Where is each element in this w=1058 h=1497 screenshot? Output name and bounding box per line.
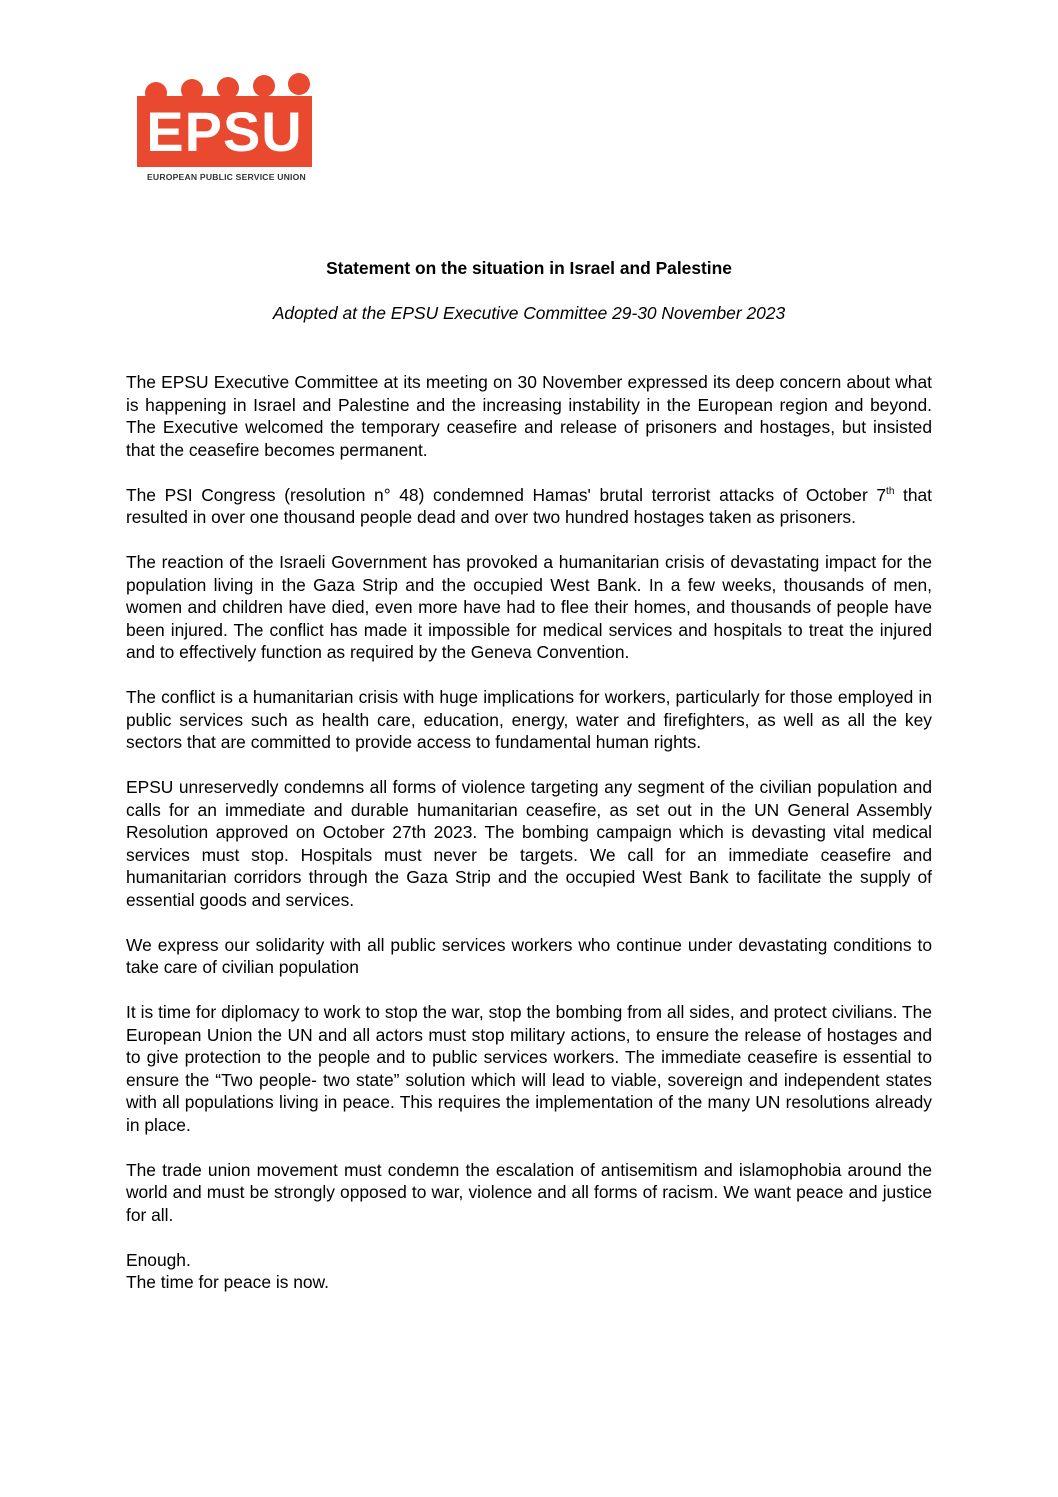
logo-dot [288,73,310,95]
closing-line: Enough. [126,1249,191,1270]
paragraph-psi [126,484,932,529]
closing-line: The time for peace is now. [126,1272,329,1292]
paragraph: It is time for diplomacy to work to stop the war, stop the bombing from all sides, and protect civilians. The European Union the UN and all actors must stop military actions, to ensure the release of hostages and to give protection to the people and to public services workers. The immediate ceasefire is essential to ensure the “Two people- two state” solution which will lead to viable, sovereign and independent states with all populations living in peace. This requires the implementation of the many UN resolutions already in place. [126,1002,932,1135]
paragraph: The trade union movement must condemn the escalation of antisemitism and islamophobia around the world and must be strongly opposed to war, violence and all forms of racism. We want peace and justice for all. [126,1159,932,1225]
epsu-logo [137,72,312,186]
document-title: Statement on the situation in Israel and Palestine [326,258,732,278]
paragraph: We express our solidarity with all public services workers who continue under devastating conditions to take care of civilian population [126,934,932,977]
document-subtitle: Adopted at the EPSU Executive Committee 29-30 November 2023 [272,303,786,323]
paragraph: The reaction of the Israeli Government has provoked a humanitarian crisis of devastating impact for the population living in the Gaza Strip and the occupied West Bank. In a few weeks, thousands of men, women and children have died, even more have had to flee their homes, and thousands of people have been injured. The conflict has made it impossible for medical services and hospitals to treat the injured and to effectively function as required by the Geneva Convention. [126,552,932,662]
logo-wordmark: EPSU [146,100,303,163]
superscript: th [886,485,895,497]
psi-text-after: that resulted in over one thousand people dead and over two hundred hostages taken as prisoners. [126,484,932,527]
logo-tagline: EUROPEAN PUBLIC SERVICE UNION [147,172,306,182]
psi-text-before: The PSI Congress (resolution n° 48) condemned Hamas' brutal terrorist attacks of October 7 [126,484,887,505]
document-body [126,371,932,1294]
paragraph: The EPSU Executive Committee at its meeting on 30 November expressed its deep concern about what is happening in Israel and Palestine and the increasing instability in the European region and beyond. The Executive welcomed the temporary ceasefire and release of prisoners and hostages, but insisted that the ceasefire becomes permanent. [126,372,932,460]
paragraph: The conflict is a humanitarian crisis with huge implications for workers, particularly for those employed in public services such as health care, education, energy, water and firefighters, as well as all the key sectors that are committed to provide access to fundamental human rights. [126,687,932,752]
paragraph: EPSU unreservedly condemns all forms of violence targeting any segment of the civilian population and calls for an immediate and durable humanitarian ceasefire, as set out in the UN General Assembly Resolution approved on October 27th 2023. The bombing campaign which is devasting vital medical services must stop. Hospitals must never be targets. We call for an immediate ceasefire and humanitarian corridors through the Gaza Strip and the occupied West Bank to facilitate the supply of essential goods and services. [126,777,932,910]
logo-dot [253,75,275,97]
